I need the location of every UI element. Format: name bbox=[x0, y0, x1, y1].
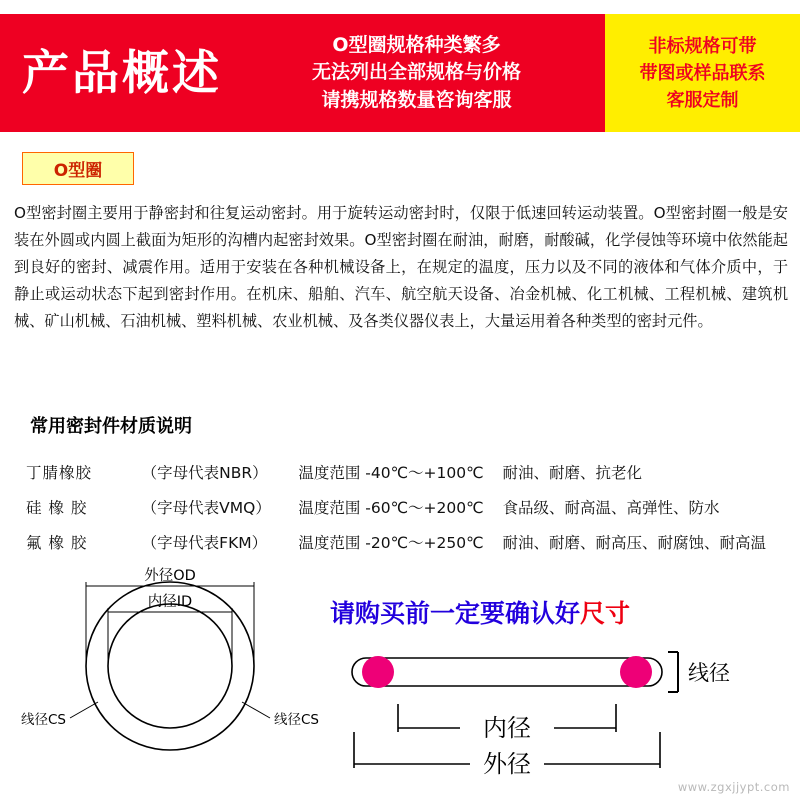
header-custom-line-2: 带图或样品联系 bbox=[639, 62, 766, 84]
header-notice-line-1: O型圈规格种类繁多 bbox=[332, 33, 501, 56]
page-title: 产品概述 bbox=[22, 45, 222, 101]
cs-leader-right bbox=[242, 702, 270, 718]
header-red-panel bbox=[0, 14, 605, 132]
material-code: （字母代表NBR） bbox=[141, 464, 268, 482]
header-notice-lines bbox=[244, 32, 605, 115]
header-yellow-panel bbox=[605, 14, 800, 132]
material-name: 硅 橡 胶 bbox=[26, 499, 88, 517]
oring-top-view-diagram bbox=[10, 556, 330, 756]
oring-body-bar bbox=[352, 658, 662, 686]
cs-label-right: 线径CS bbox=[274, 712, 319, 728]
od-dim-label: 外径 bbox=[483, 750, 531, 778]
material-temp: 温度范围 -40℃～+100℃ bbox=[298, 464, 484, 482]
material-features: 耐油、耐磨、抗老化 bbox=[502, 464, 642, 482]
table-row bbox=[26, 490, 766, 525]
id-dim-label: 内径 bbox=[483, 714, 531, 742]
section-label-text: O型圈 bbox=[53, 161, 103, 181]
header-banner bbox=[0, 14, 800, 132]
od-label: 外径OD bbox=[144, 568, 196, 584]
header-notice-line-2: 无法列出全部规格与价格 bbox=[311, 61, 521, 84]
material-name: 丁腈橡胶 bbox=[26, 464, 93, 482]
watermark: www.zgxjjypt.com bbox=[677, 780, 790, 794]
id-label: 内径ID bbox=[147, 594, 193, 610]
section-label-oring bbox=[22, 152, 134, 185]
table-row bbox=[26, 455, 766, 490]
material-code: （字母代表FKM） bbox=[141, 534, 268, 552]
size-confirm-notice bbox=[330, 594, 790, 630]
material-features: 食品级、耐高温、高弹性、防水 bbox=[502, 499, 720, 517]
cs-leader-left bbox=[70, 702, 98, 718]
inner-diameter-circle bbox=[108, 604, 232, 728]
notice-accent-text: 尺寸 bbox=[580, 599, 631, 628]
material-features: 耐油、耐磨、耐高压、耐腐蚀、耐高温 bbox=[502, 534, 766, 552]
table-row bbox=[26, 525, 766, 560]
cross-section-dot-left bbox=[362, 656, 394, 688]
header-notice-line-3: 请携规格数量咨询客服 bbox=[321, 88, 512, 111]
material-temp: 温度范围 -20℃～+250℃ bbox=[298, 534, 484, 552]
material-temp: 温度范围 -60℃～+200℃ bbox=[298, 499, 484, 517]
cs-label-left: 线径CS bbox=[21, 712, 66, 728]
material-name: 氟 橡 胶 bbox=[26, 534, 88, 552]
header-custom-line-3: 客服定制 bbox=[666, 89, 739, 111]
cross-section-dot-right bbox=[620, 656, 652, 688]
header-custom-line-1: 非标规格可带 bbox=[648, 35, 757, 57]
cs-dim-label: 线径 bbox=[688, 661, 730, 685]
overview-paragraph: O型密封圈主要用于静密封和往复运动密封。用于旋转运动密封时，仅限于低速回转运动装置。O型密封圈一般是安装在外圆或内圆上截面为矩形的沟槽内起密封效果。O型密封圈在耐油，耐磨，耐酸碱，化学侵蚀等环境中依然能起到良好的密封、减震作用。适用于安装在各种机械设备上，在规定的温度，压力以及不同的液体和气体介质中，于静止或运动状态下起到密封作用。在机床、船舶、汽车、航空航天设备、冶金机械、化工机械、工程机械、建筑机械、矿山机械、石油机械、塑料机械、农业机械、及各类仪器仪表上，大量运用着各种类型的密封元件。 bbox=[14, 204, 788, 331]
material-code: （字母代表VMQ） bbox=[141, 499, 271, 517]
materials-table bbox=[26, 455, 766, 560]
diagram-area bbox=[0, 556, 800, 800]
oring-cross-section-diagram bbox=[330, 640, 792, 796]
materials-heading: 常用密封件材质说明 bbox=[30, 416, 192, 437]
notice-main-text: 请购买前一定要确认好 bbox=[330, 599, 581, 628]
